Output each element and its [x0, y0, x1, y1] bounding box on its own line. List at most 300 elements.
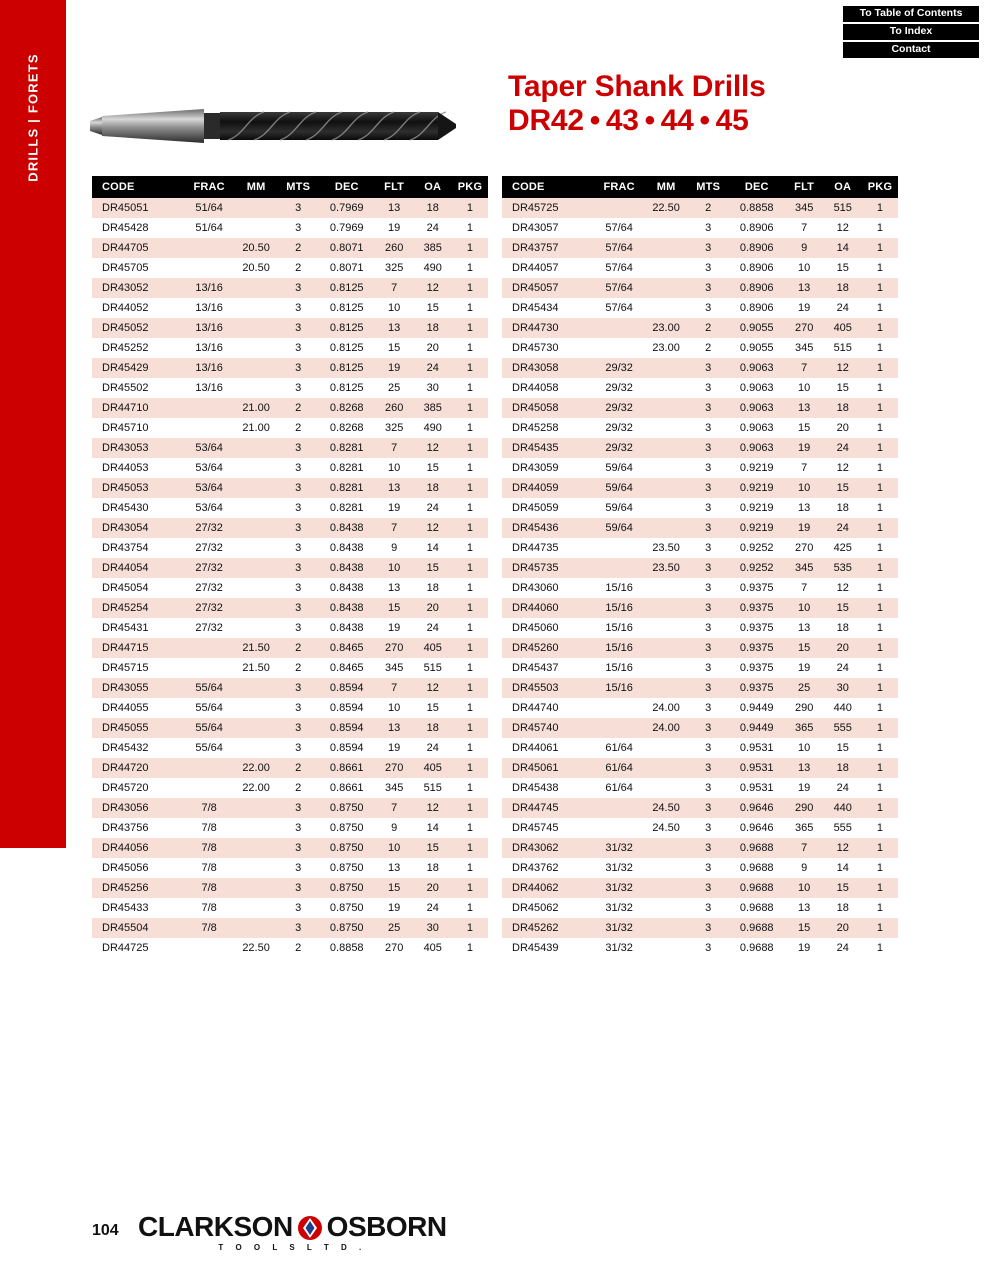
cell-frac	[594, 538, 645, 558]
cell-mts: 3	[688, 358, 729, 378]
cell-code: DR44054	[92, 558, 184, 578]
cell-oa: 15	[836, 742, 849, 754]
cell-dec: 0.8465	[329, 662, 364, 674]
cell-code: DR45058	[502, 398, 594, 418]
spec-table-right	[502, 176, 898, 958]
table-row	[502, 878, 898, 898]
cell-dec: 0.9055	[739, 342, 774, 354]
cell-flt: 290	[794, 702, 814, 714]
cell-mm	[234, 818, 277, 838]
cell-frac: 13/16	[195, 342, 223, 354]
cell-flt: 365	[785, 718, 824, 738]
cell-mm	[234, 918, 277, 938]
cell-frac: 59/64	[594, 518, 645, 538]
col-header-pkg: PKG	[452, 176, 488, 198]
cell-pkg: 1	[466, 422, 474, 434]
cell-code: DR44725	[102, 942, 149, 954]
cell-pkg: 1	[876, 582, 884, 594]
cell-oa: 30	[824, 678, 862, 698]
cell-frac: 27/32	[184, 598, 235, 618]
cell-mm: 24.50	[644, 798, 687, 818]
cell-flt: 19	[798, 782, 811, 794]
cell-flt: 7	[801, 462, 808, 474]
cell-mts: 3	[295, 462, 302, 474]
cell-mts: 3	[295, 822, 302, 834]
cell-code: DR45503	[502, 678, 594, 698]
cell-pkg: 1	[466, 862, 474, 874]
cell-frac: 15/16	[605, 582, 633, 594]
cell-dec: 0.7969	[329, 222, 364, 234]
cell-mm: 22.50	[242, 942, 270, 954]
cell-mts: 3	[295, 222, 302, 234]
cell-code: DR44720	[92, 758, 184, 778]
col-header-mm: MM	[234, 176, 277, 198]
cell-mm	[644, 858, 687, 878]
spec-table-left-wrapper	[92, 176, 488, 958]
cell-frac: 31/32	[594, 838, 645, 858]
cell-frac: 13/16	[184, 318, 235, 338]
cell-frac	[184, 258, 235, 278]
cell-code: DR45054	[102, 582, 149, 594]
table-row	[502, 598, 898, 618]
cell-flt: 19	[388, 902, 401, 914]
cell-mm	[644, 878, 687, 898]
cell-mm	[644, 938, 687, 958]
cell-dec: 0.8750	[319, 838, 375, 858]
cell-code: DR43756	[102, 822, 149, 834]
cell-code: DR45438	[512, 782, 559, 794]
table-header-row	[502, 176, 898, 198]
cell-oa: 24	[426, 902, 439, 914]
table-row	[502, 678, 898, 698]
cell-flt: 19	[388, 742, 401, 754]
cell-mts: 2	[688, 318, 729, 338]
table-row	[92, 438, 488, 458]
cell-dec: 0.8438	[329, 542, 364, 554]
cell-oa: 440	[833, 702, 852, 714]
cell-dec: 0.8750	[329, 822, 364, 834]
cell-code: DR45730	[512, 342, 559, 354]
cell-frac: 15/16	[594, 678, 645, 698]
cell-pkg: 1	[466, 622, 474, 634]
cell-code: DR44053	[102, 462, 149, 474]
cell-pkg: 1	[452, 878, 488, 898]
cell-frac	[184, 938, 235, 958]
cell-pkg: 1	[862, 278, 898, 298]
col-header-code: CODE	[92, 176, 184, 198]
cell-mm: 24.50	[652, 822, 680, 834]
cell-mm: 21.50	[234, 638, 277, 658]
cell-dec: 0.8750	[329, 902, 364, 914]
cell-pkg: 1	[876, 742, 884, 754]
cell-mm: 23.50	[652, 542, 680, 554]
table-row	[502, 818, 898, 838]
cell-mts: 3	[295, 542, 302, 554]
cell-code: DR45439	[512, 942, 559, 954]
cell-flt: 270	[794, 542, 814, 554]
cell-flt: 13	[388, 582, 401, 594]
cell-dec: 0.9055	[729, 318, 785, 338]
cell-code: DR45053	[92, 478, 184, 498]
cell-flt: 10	[798, 262, 811, 274]
table-row	[92, 898, 488, 918]
table-row	[92, 238, 488, 258]
cell-oa: 20	[836, 422, 849, 434]
cell-frac: 27/32	[195, 582, 223, 594]
cell-flt: 7	[785, 358, 824, 378]
cell-frac: 55/64	[195, 702, 223, 714]
cell-dec: 0.8750	[329, 862, 364, 874]
cell-oa: 425	[833, 542, 852, 554]
cell-oa: 12	[414, 278, 452, 298]
cell-mm	[644, 378, 687, 398]
cell-code: DR44715	[92, 638, 184, 658]
cell-oa: 24	[836, 302, 849, 314]
cell-mm	[234, 198, 277, 218]
cell-frac: 59/64	[594, 478, 645, 498]
cell-mts: 2	[278, 758, 319, 778]
cell-mm	[234, 558, 277, 578]
cell-mts: 3	[295, 702, 302, 714]
cell-pkg: 1	[452, 198, 488, 218]
cell-dec: 0.9688	[729, 838, 785, 858]
col-header-pkg: PKG	[862, 176, 898, 198]
cell-dec: 0.8465	[319, 638, 375, 658]
cell-frac: 53/64	[195, 462, 223, 474]
cell-code: DR45725	[502, 198, 594, 218]
cell-mts: 3	[688, 758, 729, 778]
cell-oa: 12	[414, 518, 452, 538]
cell-mts: 3	[278, 478, 319, 498]
cell-dec: 0.9252	[739, 542, 774, 554]
cell-code: DR45705	[102, 262, 149, 274]
cell-mts: 3	[295, 622, 302, 634]
cell-mm: 23.00	[652, 342, 680, 354]
cell-mm	[234, 718, 277, 738]
table-row	[502, 798, 898, 818]
nav-contact[interactable]: Contact	[843, 42, 979, 58]
cell-pkg: 1	[862, 638, 898, 658]
cell-mm: 21.00	[242, 422, 270, 434]
cell-flt: 15	[375, 878, 414, 898]
cell-code: DR45252	[102, 342, 149, 354]
cell-frac: 27/32	[184, 518, 235, 538]
cell-mm	[644, 778, 687, 798]
cell-pkg: 1	[876, 782, 884, 794]
cell-pkg: 1	[862, 438, 898, 458]
cell-dec: 0.8125	[329, 302, 364, 314]
cell-dec: 0.9375	[729, 598, 785, 618]
cell-dec: 0.9375	[739, 582, 774, 594]
cell-mm: 23.50	[644, 558, 687, 578]
cell-dec: 0.9531	[739, 782, 774, 794]
cell-mm	[234, 878, 277, 898]
cell-mts: 3	[705, 302, 712, 314]
logo-wordmark	[138, 1212, 447, 1242]
cell-pkg: 1	[452, 398, 488, 418]
cell-code: DR45720	[102, 782, 149, 794]
cell-flt: 345	[384, 662, 404, 674]
table-row	[92, 558, 488, 578]
cell-oa: 24	[426, 222, 439, 234]
table-row	[92, 718, 488, 738]
cell-code: DR45055	[92, 718, 184, 738]
cell-pkg: 1	[452, 278, 488, 298]
cell-flt: 345	[794, 342, 814, 354]
cell-code: DR45435	[502, 438, 594, 458]
cell-pkg: 1	[452, 598, 488, 618]
cell-mm	[234, 618, 277, 638]
cell-mts: 3	[705, 542, 712, 554]
cell-mts: 3	[688, 518, 729, 538]
cell-dec: 0.9688	[729, 878, 785, 898]
cell-pkg: 1	[862, 518, 898, 538]
table-row	[92, 498, 488, 518]
cell-mm	[644, 298, 687, 318]
table-row	[502, 698, 898, 718]
table-row	[92, 298, 488, 318]
cell-flt: 7	[785, 838, 824, 858]
cell-flt: 345	[384, 782, 404, 794]
cell-code: DR44058	[512, 382, 559, 394]
cell-oa: 24	[426, 742, 439, 754]
cell-mm: 24.00	[644, 718, 687, 738]
cell-mm	[644, 618, 687, 638]
cell-mts: 3	[705, 382, 712, 394]
col-header-flt: FLT	[785, 176, 824, 198]
cell-mts: 3	[688, 798, 729, 818]
cell-frac: 55/64	[184, 678, 235, 698]
cell-flt: 13	[375, 198, 414, 218]
cell-mm	[234, 218, 277, 238]
cell-oa: 490	[423, 422, 442, 434]
cell-frac: 51/64	[184, 198, 235, 218]
spec-table-right-wrapper	[502, 176, 898, 958]
cell-mts: 3	[688, 598, 729, 618]
cell-flt: 270	[785, 318, 824, 338]
cell-code: DR43059	[512, 462, 559, 474]
cell-frac	[184, 398, 235, 418]
cell-pkg: 1	[862, 798, 898, 818]
cell-mts: 2	[295, 662, 302, 674]
cell-dec: 0.8594	[329, 702, 364, 714]
cell-pkg: 1	[876, 422, 884, 434]
cell-code: DR43757	[502, 238, 594, 258]
table-row	[92, 818, 488, 838]
cell-flt: 13	[798, 502, 811, 514]
cell-code: DR45254	[92, 598, 184, 618]
cell-dec: 0.9219	[729, 478, 785, 498]
cell-oa: 515	[423, 662, 442, 674]
cell-oa: 18	[836, 622, 849, 634]
cell-mm: 21.50	[242, 662, 270, 674]
cell-oa: 515	[423, 782, 442, 794]
cell-code: DR45051	[92, 198, 184, 218]
cell-mts: 2	[295, 782, 302, 794]
cell-oa: 12	[824, 838, 862, 858]
page-title-line2: DR42 • 43 • 44 • 45	[508, 104, 749, 137]
cell-code: DR45258	[512, 422, 559, 434]
nav-to-table-of-contents[interactable]: To Table of Contents	[843, 6, 979, 22]
cell-oa: 12	[836, 582, 849, 594]
cell-pkg: 1	[452, 438, 488, 458]
cell-oa: 18	[426, 582, 439, 594]
cell-pkg: 1	[862, 678, 898, 698]
cell-frac: 29/32	[594, 438, 645, 458]
cell-frac: 59/64	[605, 502, 633, 514]
cell-pkg: 1	[862, 318, 898, 338]
cell-oa: 18	[414, 198, 452, 218]
cell-oa: 490	[423, 262, 442, 274]
cell-oa: 24	[824, 518, 862, 538]
nav-to-index[interactable]: To Index	[843, 24, 979, 40]
cell-dec: 0.9646	[729, 798, 785, 818]
cell-mts: 3	[705, 942, 712, 954]
cell-frac: 15/16	[594, 638, 645, 658]
cell-mm	[234, 738, 277, 758]
cell-flt: 7	[801, 582, 808, 594]
cell-dec: 0.8661	[329, 782, 364, 794]
cell-mts: 3	[705, 662, 712, 674]
table-row	[92, 578, 488, 598]
cell-pkg: 1	[862, 478, 898, 498]
cell-oa: 15	[414, 558, 452, 578]
cell-mm	[234, 678, 277, 698]
cell-flt: 19	[785, 438, 824, 458]
cell-flt: 13	[375, 318, 414, 338]
cell-mm	[644, 438, 687, 458]
cell-mm	[234, 798, 277, 818]
cell-pkg: 1	[466, 502, 474, 514]
cell-mm	[234, 858, 277, 878]
cell-flt: 7	[375, 278, 414, 298]
cell-frac	[594, 558, 645, 578]
cell-mts: 3	[688, 838, 729, 858]
cell-code: DR45504	[92, 918, 184, 938]
cell-oa: 30	[414, 918, 452, 938]
cell-frac	[184, 238, 235, 258]
cell-pkg: 1	[876, 382, 884, 394]
table-row	[502, 518, 898, 538]
cell-mts: 3	[705, 702, 712, 714]
cell-code: DR45740	[502, 718, 594, 738]
cell-oa: 15	[836, 262, 849, 274]
table-row	[502, 358, 898, 378]
cell-dec: 0.8750	[319, 798, 375, 818]
cell-pkg: 1	[452, 558, 488, 578]
cell-mts: 3	[705, 822, 712, 834]
cell-mm	[644, 358, 687, 378]
cell-frac: 53/64	[184, 478, 235, 498]
cell-oa: 12	[414, 438, 452, 458]
cell-mts: 3	[278, 518, 319, 538]
table-row	[502, 438, 898, 458]
col-header-oa: OA	[414, 176, 452, 198]
cell-mts: 3	[278, 878, 319, 898]
cell-flt: 10	[785, 878, 824, 898]
cell-flt: 290	[785, 798, 824, 818]
table-row	[502, 898, 898, 918]
cell-oa: 18	[824, 278, 862, 298]
cell-flt: 260	[375, 398, 414, 418]
cell-flt: 19	[798, 302, 811, 314]
cell-flt: 19	[785, 518, 824, 538]
cell-dec: 0.9252	[729, 558, 785, 578]
cell-flt: 15	[785, 638, 824, 658]
col-header-mts: MTS	[688, 176, 729, 198]
cell-dec: 0.8281	[319, 478, 375, 498]
cell-mm	[644, 578, 687, 598]
cell-dec: 0.9063	[729, 358, 785, 378]
table-row	[502, 718, 898, 738]
cell-mm	[644, 458, 687, 478]
cell-mts: 3	[278, 278, 319, 298]
cell-code: DR45430	[102, 502, 149, 514]
cell-frac: 7/8	[184, 798, 235, 818]
cell-pkg: 1	[452, 318, 488, 338]
table-row	[502, 838, 898, 858]
cell-flt: 13	[375, 718, 414, 738]
cell-frac: 7/8	[184, 918, 235, 938]
cell-mts: 3	[278, 678, 319, 698]
cell-oa: 18	[426, 862, 439, 874]
col-header-code: CODE	[502, 176, 594, 198]
cell-flt: 7	[375, 438, 414, 458]
cell-frac	[184, 638, 235, 658]
cell-flt: 15	[785, 918, 824, 938]
cell-code: DR44059	[502, 478, 594, 498]
cell-dec: 0.9646	[739, 822, 774, 834]
cell-oa: 535	[824, 558, 862, 578]
cell-pkg: 1	[466, 742, 474, 754]
cell-code: DR44730	[502, 318, 594, 338]
cell-flt: 9	[785, 238, 824, 258]
table-row	[92, 418, 488, 438]
cell-dec: 0.8594	[319, 718, 375, 738]
cell-oa: 18	[836, 502, 849, 514]
cell-frac	[594, 798, 645, 818]
cell-dec: 0.8906	[739, 262, 774, 274]
cell-pkg: 1	[466, 542, 474, 554]
cell-pkg: 1	[862, 878, 898, 898]
cell-dec: 0.9531	[739, 742, 774, 754]
cell-flt: 10	[785, 598, 824, 618]
logo-text-left: CLARKSON	[138, 1211, 293, 1242]
cell-frac: 31/32	[605, 862, 633, 874]
cell-frac: 57/64	[594, 238, 645, 258]
table-row	[92, 838, 488, 858]
cell-pkg: 1	[876, 622, 884, 634]
cell-code: DR44705	[92, 238, 184, 258]
cell-mm	[234, 838, 277, 858]
cell-mts: 3	[278, 358, 319, 378]
cell-dec: 0.8750	[319, 918, 375, 938]
cell-dec: 0.8281	[319, 438, 375, 458]
cell-mm	[234, 278, 277, 298]
table-row	[92, 538, 488, 558]
cell-flt: 15	[375, 598, 414, 618]
cell-dec: 0.8594	[319, 678, 375, 698]
cell-mts: 3	[278, 438, 319, 458]
cell-code: DR44735	[512, 542, 559, 554]
table-row	[502, 938, 898, 958]
cell-mm	[644, 898, 687, 918]
cell-dec: 0.9063	[729, 398, 785, 418]
cell-frac	[594, 698, 645, 718]
cell-dec: 0.9375	[739, 662, 774, 674]
cell-frac: 31/32	[605, 942, 633, 954]
cell-mm	[234, 498, 277, 518]
